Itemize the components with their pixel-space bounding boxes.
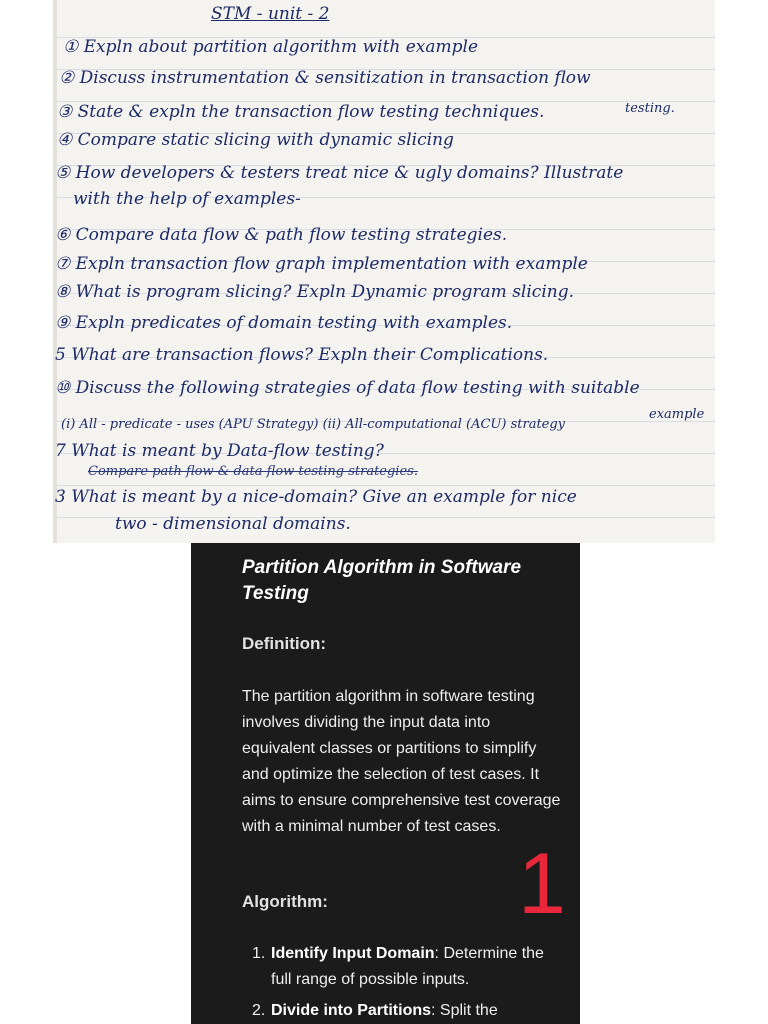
step-label: Divide into Partitions	[271, 1002, 432, 1019]
note-line-3: testing.	[625, 101, 675, 116]
note-line-11: ⑨ Expln predicates of domain testing with examples.	[55, 313, 513, 333]
step-label: Identify Input Domain	[271, 945, 435, 962]
note-line-2: ② Discuss instrumentation & sensitization in transaction flow	[59, 68, 591, 88]
dark-screenshot-panel	[191, 543, 580, 1024]
step-text: : Split the	[431, 1002, 498, 1019]
note-line-14: example	[649, 407, 705, 422]
note-line-16: 7 What is meant by Data-flow testing?	[55, 441, 384, 461]
handwritten-notes-photo	[53, 0, 715, 543]
algorithm-steps	[242, 941, 567, 1024]
note-line-6: ⑤ How developers & testers treat nice & ugly domains? Illustrate	[55, 163, 624, 183]
definition-text: The partition algorithm in software testing involves dividing the input data into equivalent classes or partitions to simplify and optimize the selection of test cases. It aims to ensure comprehensive test coverage with a minimal number of test cases.	[242, 688, 561, 835]
note-line-8: ⑥ Compare data flow & path flow testing strategies.	[55, 225, 508, 245]
list-item	[242, 998, 567, 1024]
note-line-17-strikethrough: Compare path flow & data flow testing strategies.	[88, 464, 418, 479]
note-line-13: ⑩ Discuss the following strategies of data flow testing with suitable	[55, 378, 640, 398]
step-text: : Determine the full range of possible inputs.	[271, 945, 544, 988]
note-line-10: ⑧ What is program slicing? Expln Dynamic program slicing.	[55, 282, 574, 302]
list-item	[242, 941, 567, 993]
note-line-9: ⑦ Expln transaction flow graph implementation with example	[55, 254, 588, 274]
note-line-15: (i) All - predicate - uses (APU Strategy) (ii) All-computational (ACU) strategy	[61, 417, 566, 432]
algorithm-heading: Algorithm:	[242, 892, 328, 911]
note-line-5: ④ Compare static slicing with dynamic slicing	[57, 130, 454, 150]
red-annotation-number: 1	[518, 836, 566, 932]
article-title: Partition Algorithm in Software Testing	[242, 557, 522, 604]
notes-title: STM - unit - 2	[211, 4, 330, 24]
note-line-7: with the help of examples-	[73, 189, 301, 209]
note-line-18: 3 What is meant by a nice-domain? Give an example for nice	[55, 487, 577, 507]
step-number: 1.	[252, 945, 266, 962]
definition-heading: Definition:	[242, 634, 327, 653]
note-line-1: ① Expln about partition algorithm with example	[63, 37, 479, 57]
note-line-19: two - dimensional domains.	[115, 514, 351, 534]
step-number: 2.	[252, 1002, 266, 1019]
note-line-12: 5 What are transaction flows? Expln their Complications.	[55, 345, 549, 365]
note-line-4: ③ State & expln the transaction flow testing techniques.	[57, 102, 545, 122]
